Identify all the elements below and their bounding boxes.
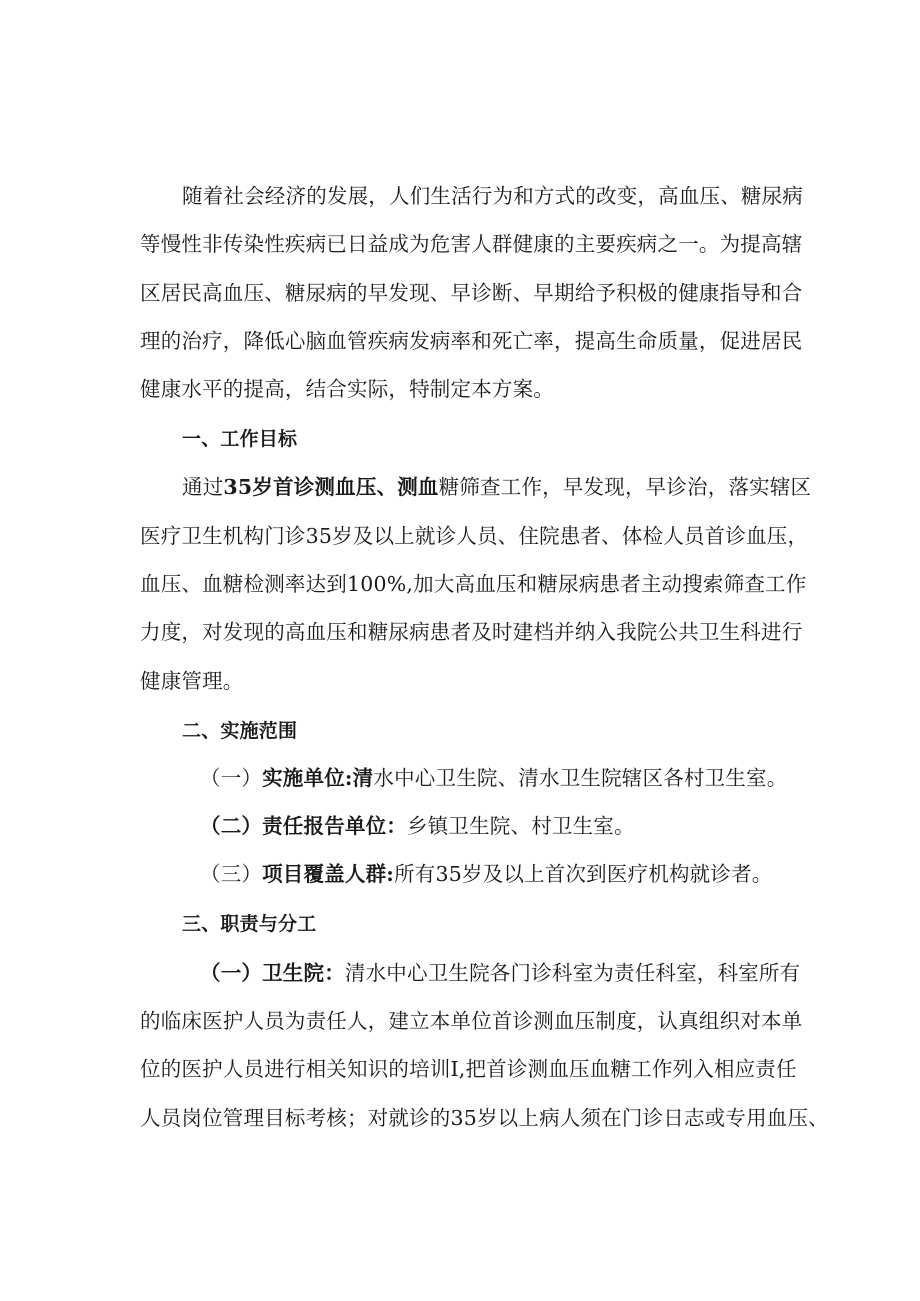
duties-line-1-text: 清水中心卫生院各门诊科室为责任科室，科室所有 xyxy=(344,961,801,985)
scope-item-1-text: 水中心卫生院、清水卫生院辖区各村卫生室。 xyxy=(373,766,788,790)
scope-item-2-bold: （二）责任报告单位： xyxy=(200,814,407,838)
scope-item-3 xyxy=(200,859,772,889)
duties-line-3: 位的医护人员进行相关知识的培训I,把首诊测血压血糖工作列入相应责任 xyxy=(140,1057,797,1081)
scope-item-3-num: （三） xyxy=(200,862,263,886)
duties-line-2: 的临床医护人员为责任人，建立本单位首诊测血压制度，认真组织对本单 xyxy=(140,1009,803,1033)
intro-line-4: 理的治疗，降低心脑血管疾病发病率和死亡率，提高生命质量，促进居民 xyxy=(140,329,803,353)
scope-item-1-num: （一） xyxy=(200,766,263,790)
section-heading-goals: 一、工作目标 xyxy=(182,428,298,450)
scope-item-3-text: 所有35岁及以上首次到医疗机构就诊者。 xyxy=(394,862,773,886)
goals-line-2: 医疗卫生机构门诊35岁及以上就诊人员、住院患者、体检人员首诊血压， xyxy=(140,524,809,548)
duties-line-1 xyxy=(200,958,800,988)
goals-line-1-a: 通过 xyxy=(182,475,224,499)
goals-line-4: 力度，对发现的高血压和糖尿病患者及时建档并纳入我院公共卫生科进行 xyxy=(140,620,803,644)
duties-line-1-bold: （一）卫生院： xyxy=(200,961,345,985)
goals-line-5: 健康管理。 xyxy=(140,669,244,693)
scope-item-3-bold: 项目覆盖人群: xyxy=(262,862,395,886)
intro-line-3: 区居民高血压、糖尿病的早发现、早诊断、早期给予积极的健康指导和合 xyxy=(140,281,803,305)
scope-item-2-text: 乡镇卫生院、村卫生室。 xyxy=(407,814,635,838)
scope-item-1-bold: 实施单位:清 xyxy=(262,766,374,790)
duties-line-4: 人员岗位管理目标考核；对就诊的35岁以上病人须在门诊日志或专用血压、 xyxy=(140,1106,829,1130)
section-heading-scope: 二、实施范围 xyxy=(182,720,298,742)
goals-line-1 xyxy=(182,472,811,502)
scope-item-1 xyxy=(200,763,787,793)
goals-line-1-bold: 35岁首诊测血压、测血 xyxy=(223,475,439,499)
goals-line-1-c: 糖筛查工作，早发现，早诊治，落实辖区 xyxy=(438,475,812,499)
intro-line-1: 随着社会经济的发展，人们生活行为和方式的改变，高血压、糖尿病 xyxy=(182,184,803,208)
scope-item-2 xyxy=(200,811,635,841)
section-heading-duties: 三、职责与分工 xyxy=(182,913,317,935)
goals-line-3: 血压、血糖检测率达到100%,加大高血压和糖尿病患者主动搜索筛查工作 xyxy=(140,572,807,596)
intro-line-5: 健康水平的提高，结合实际，特制定本方案。 xyxy=(140,377,554,401)
intro-line-2: 等慢性非传染性疾病已日益成为危害人群健康的主要疾病之一。为提高辖 xyxy=(140,232,803,256)
